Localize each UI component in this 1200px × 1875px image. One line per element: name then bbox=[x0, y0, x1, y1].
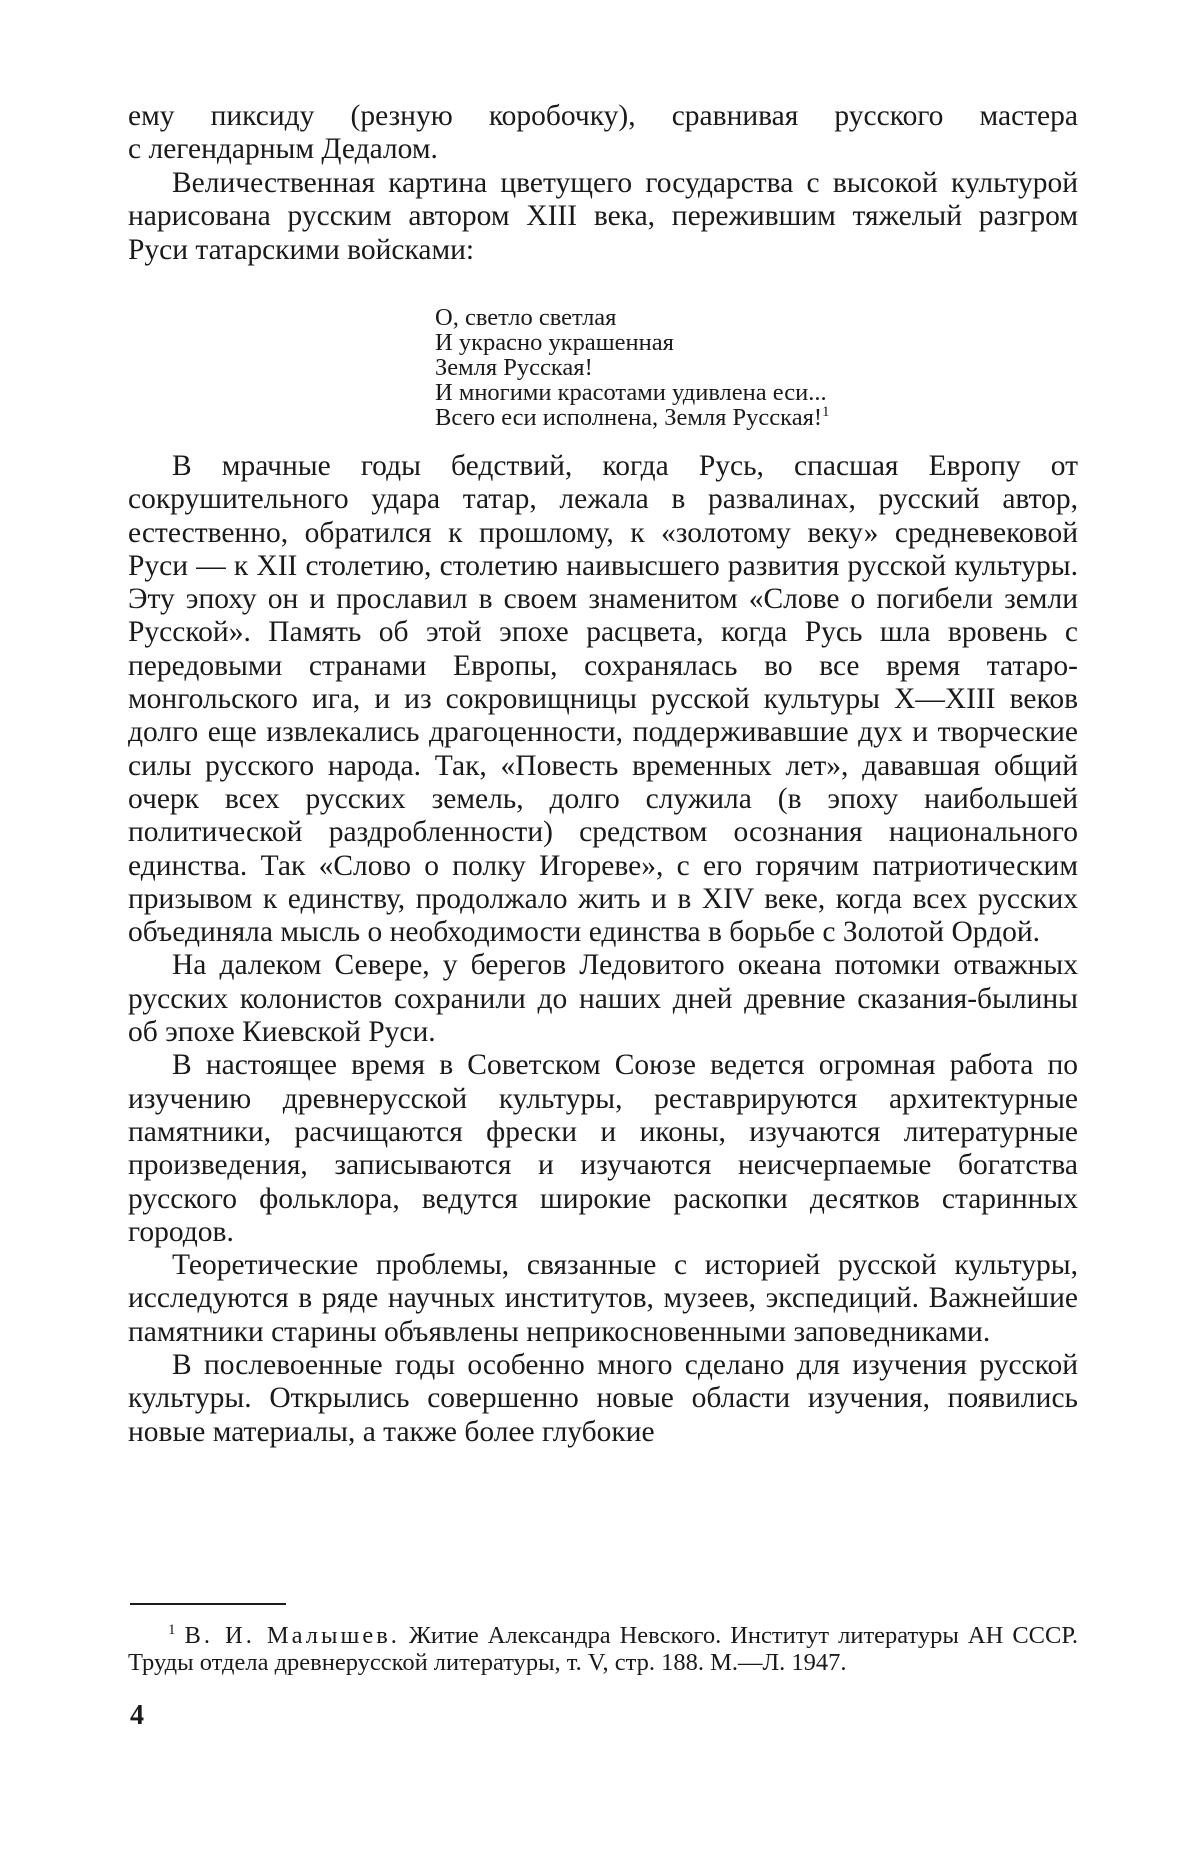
body-text bbox=[128, 450, 1078, 1449]
footnote-author: В. И. Малышев. bbox=[184, 1622, 400, 1649]
page-number: 4 bbox=[130, 1700, 144, 1731]
poem-line-5: Всего еси исполнена, Земля Русская! bbox=[435, 404, 822, 431]
paragraph-3: В настоящее время в Советском Союзе ведется огромная работа по изучению древнерусской культуры, реставрируются архитектурные памятники, расчищаются фрески и иконы, изучаются литературные произведения, записываются и изучаются неисчерпаемые богатства русского фольклора, ведутся широкие раскопки десятков старинных городов. bbox=[128, 1049, 1078, 1248]
poem-line-4: И многими красотами удивлена еси... bbox=[435, 379, 827, 406]
paragraph-4: Теоретические проблемы, связанные с историей русской культуры, исследуются в ряде научных институтов, музеев, экспедиций. Важнейшие памятники старины объявлены неприкосновенными заповедниками. bbox=[128, 1249, 1078, 1348]
intro-paragraph-block bbox=[128, 167, 1078, 267]
poem-line-5-wrap bbox=[435, 405, 830, 430]
footnote-reference[interactable]: 1 bbox=[822, 404, 830, 420]
poem-line-3: Земля Русская! bbox=[435, 354, 593, 381]
footnote-divider bbox=[130, 1603, 286, 1605]
paragraph-1: В мрачные годы бедствий, когда Русь, спасшая Европу от сокрушительного удара татар, лежала в развалинах, русский автор, естественно, обратился к прошлому, к «золотому веку» средневековой Руси — к XII столетию, столетию наивысшего развития русской культуры. Эту эпоху он и прославил в своем знаменитом «Слове о погибели земли Русской». Память об этой эпохе расцвета, когда Русь шла вровень с передовыми странами Европы, сохранялась во все время татаро-монгольского ига, и из сокровищницы русской культуры X—XIII веков долго еще извлекались драгоценности, поддерживавшие дух и творческие силы русского народа. Так, «Повесть временных лет», дававшая общий очерк всех русских земель, долго служила (в эпоху наибольшей политической раздробленности) средством осознания национального единства. Так «Слово о полку Игореве», с его горячим патриотическим призывом к единству, продолжало жить и в XIV веке, когда всех русских объединяла мысль о необходимости единства в борьбе с Золотой Ордой. bbox=[128, 450, 1078, 949]
lead-line-2: с легендарным Дедалом. bbox=[128, 133, 438, 166]
footnote-text: Житие Александра Невского. Институт литературы АН СССР. Труды отдела древнерусской литературы, т. V, стр. 188. М.—Л. 1947. bbox=[128, 1622, 1079, 1676]
lead-text bbox=[128, 100, 1078, 167]
poem-line-1: О, светло светлая bbox=[435, 304, 617, 331]
intro-paragraph: Величественная картина цветущего государства с высокой культурой нарисована русским автором XIII века, пережившим тяжелый разгром Руси татарскими войсками: bbox=[128, 167, 1078, 266]
footnote-mark: 1 bbox=[168, 1622, 176, 1638]
paragraph-5: В послевоенные годы особенно много сделано для изучения русской культуры. Открылись совершенно новые области изучения, появились новые материалы, а также более глубокие bbox=[128, 1349, 1078, 1448]
poem-line-2: И украсно украшенная bbox=[435, 329, 674, 356]
paragraph-2: На далеком Севере, у берегов Ледовитого океана потомки отважных русских колонистов сохранили до наших дней древние сказания-былины об эпохе Киевской Руси. bbox=[128, 949, 1078, 1049]
lead-line-1: ему пиксиду (резную коробочку), сравнивая русского мастера bbox=[128, 100, 1078, 132]
footnote bbox=[128, 1622, 1078, 1676]
poem-quote bbox=[435, 305, 830, 430]
